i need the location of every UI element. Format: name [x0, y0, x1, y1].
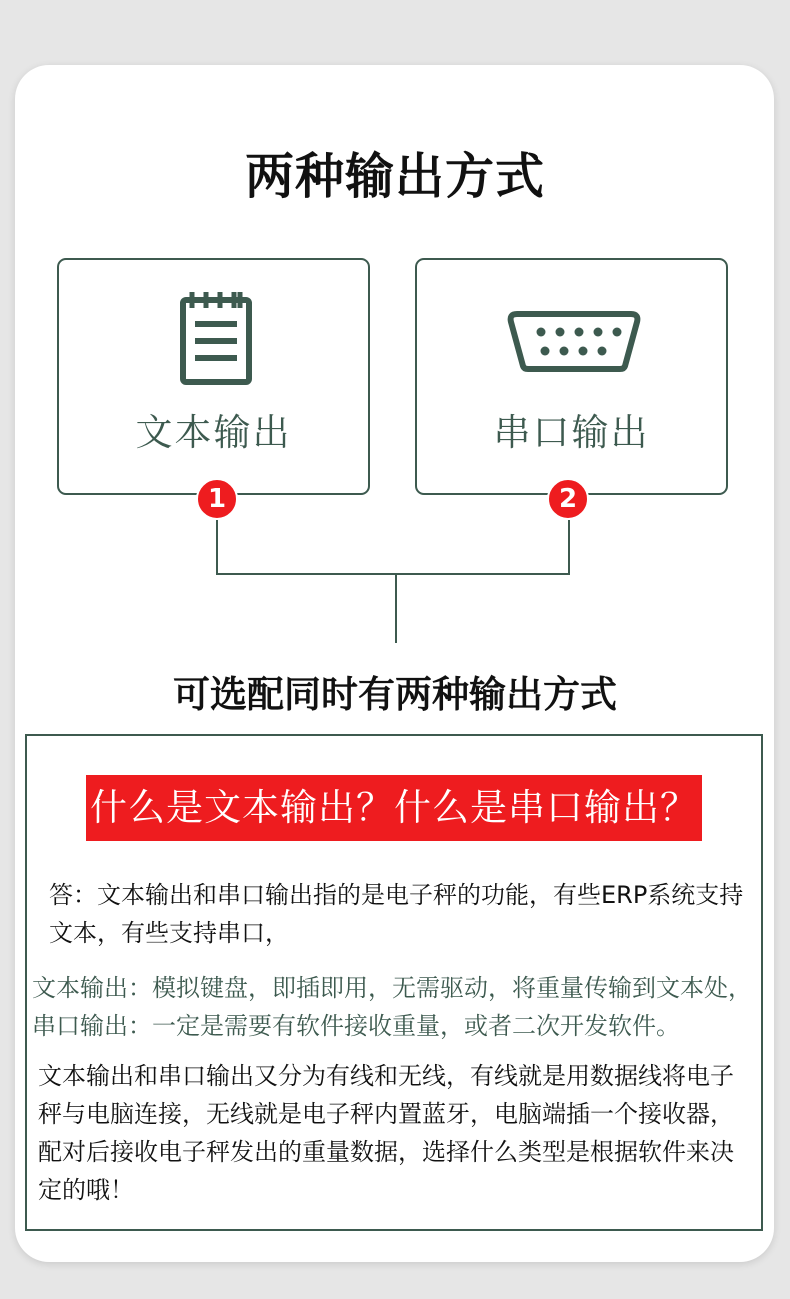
subtitle: 可选配同时有两种输出方式: [173, 673, 617, 716]
badge-2: 2: [547, 478, 589, 520]
notepad-icon: [178, 290, 256, 386]
serial-port-icon: [505, 310, 643, 372]
option-label-text-output: 文本输出: [135, 411, 292, 454]
page-title: 两种输出方式: [244, 148, 545, 205]
faq-question-banner: 什么是文本输出？什么是串口输出？: [86, 775, 702, 841]
badge-1: 1: [196, 478, 238, 520]
faq-answer: 答：文本输出和串口输出指的是电子秤的功能，有些ERP系统支持文本，有些支持串口，: [49, 881, 744, 947]
serial-output-option: [415, 258, 728, 495]
option-label-serial-output: 串口输出: [493, 411, 650, 454]
connector-lines: [0, 500, 790, 650]
text-output-description: 文本输出：模拟键盘，即插即用，无需驱动，将重量传输到文本处，: [32, 974, 752, 1002]
serial-output-description: 串口输出：一定是需要有软件接收重量，或者二次开发软件。: [32, 1012, 680, 1040]
wired-wireless-note: 文本输出和串口输出又分为有线和无线，有线就是用数据线将电子秤与电脑连接，无线就是电子秤内置蓝牙，电脑端插一个接收器，配对后接收电子秤发出的重量数据，选择什么类型是根据软件来决定的哦！: [38, 1062, 734, 1204]
